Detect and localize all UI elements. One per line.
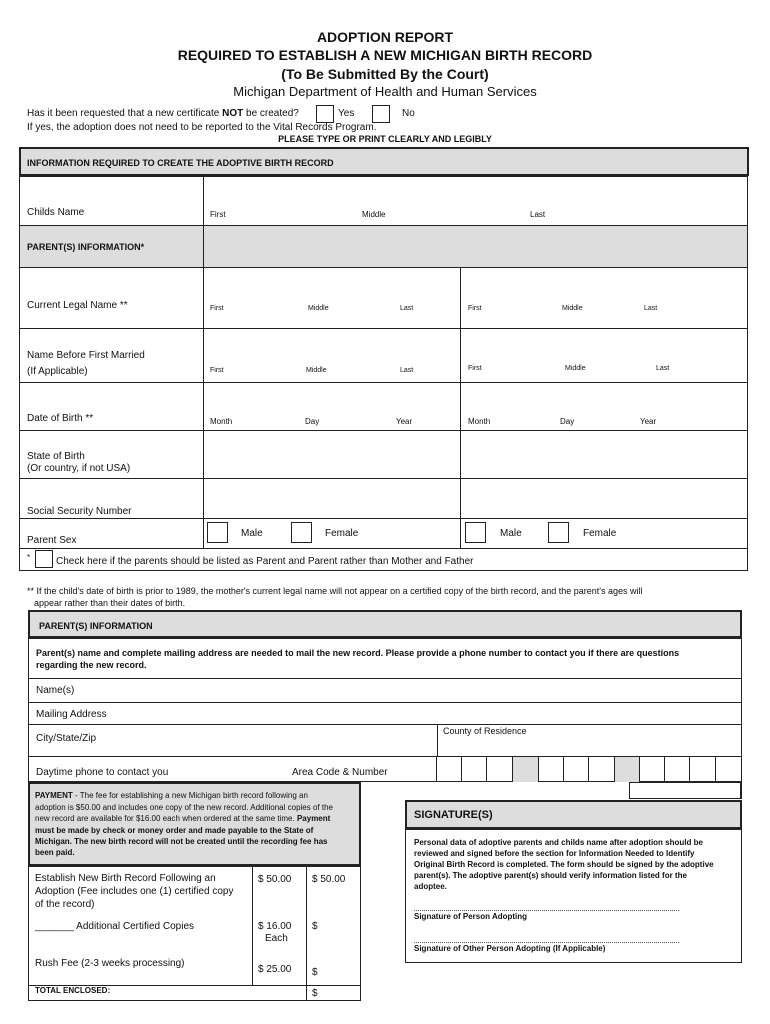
p1-middle-label: Middle [308,305,329,312]
county-label: County of Residence [443,726,527,736]
phone-number-field[interactable] [437,757,741,782]
parent2-maiden-name-field[interactable] [461,329,747,382]
fee3-price: $ 25.00 [258,964,292,975]
p2-year-label: Year [640,417,657,426]
childs-name-field[interactable] [204,177,747,225]
section2-title: PARENT(S) INFORMATION [39,621,153,631]
signature2-line[interactable] [414,942,679,943]
form-title: ADOPTION REPORT [316,29,454,45]
p2-middle-label: Middle [562,305,583,312]
p1-month-label: Month [210,417,233,426]
no-label: No [402,108,415,119]
dob-label: Date of Birth ** [27,413,94,424]
signature-title: SIGNATURE(S) [414,809,493,821]
payment-text2: adoption is $50.00 and includes one copy of the new record. Additional copies of the [35,803,333,812]
fee1-line3: of the record) [35,899,95,910]
county-field[interactable] [440,738,740,756]
area-code-label: Area Code & Number [292,767,388,778]
p1-maiden-last: Last [400,367,414,374]
p1-maiden-middle: Middle [306,367,327,374]
ssn-label: Social Security Number [27,506,132,517]
footnote-line1: ** If the child's date of birth is prior to 1989, the mother's current legal name will not appear on a certified copy of the birth record, and the parent's ages will [27,586,643,596]
signature2-label: Signature of Other Person Adopting (If Applicable) [414,944,606,953]
fee1-total: $ 50.00 [312,874,346,885]
childs-first-label: First [210,210,226,219]
p1-female-checkbox[interactable] [291,522,312,543]
parent1-maiden-name-field[interactable] [204,329,459,382]
payment-text6: been paid. [35,848,75,857]
agency-name: Michigan Department of Health and Human Services [233,84,537,99]
signature-p2: reviewed and signed before the section for Information Needed to Identify [414,849,695,858]
daytime-phone-label: Daytime phone to contact you [36,767,169,778]
yes-checkbox[interactable] [316,105,334,123]
fee2-total[interactable]: $ [312,921,318,932]
no-checkbox[interactable] [372,105,390,123]
star-marker: * [27,553,31,562]
parent2-dob-field[interactable] [461,383,747,430]
payment-text3: new record are available for $16.00 each when ordered at the same time. Payment [35,814,331,823]
intro-note: If yes, the adoption does not need to be reported to the Vital Records Program. [27,122,377,133]
p2-first-label: First [468,305,482,312]
signature-p3: Original Birth Record is completed. The form should be signed by the adoptive [414,860,714,869]
if-applicable-label: (If Applicable) [27,366,88,377]
fee2-label[interactable]: _______ Additional Certified Copies [35,921,194,932]
childs-name-label: Childs Name [27,207,85,218]
form-subtitle: REQUIRED TO ESTABLISH A NEW MICHIGAN BIRTH RECORD [177,47,593,63]
fee1-line1: Establish New Birth Record Following an [35,873,216,884]
p2-maiden-middle: Middle [565,365,586,372]
parent-parent-label: Check here if the parents should be listed as Parent and Parent rather than Mother and Father [56,556,474,567]
total-enclosed-value[interactable]: $ [312,988,318,999]
p1-first-label: First [210,305,224,312]
parent-parent-checkbox[interactable] [35,550,53,568]
p1-last-label: Last [400,305,414,312]
p1-male-label: Male [241,528,263,539]
city-state-zip-label: City/State/Zip [36,733,97,744]
fee1-price: $ 50.00 [258,874,292,885]
office-use-box [629,782,742,799]
p2-female-label: Female [583,528,617,539]
state-of-birth-label: State of Birth [27,451,85,462]
fee2-price: $ 16.00 [258,921,292,932]
p2-day-label: Day [560,417,575,426]
names-label: Name(s) [36,685,75,696]
form-court-note: (To Be Submitted By the Court) [281,66,489,82]
p2-female-checkbox[interactable] [548,522,569,543]
childs-middle-label: Middle [362,210,386,219]
mailing-address-label: Mailing Address [36,709,107,720]
parent-sex-label: Parent Sex [27,535,77,546]
p1-day-label: Day [305,417,320,426]
parents-info-label: PARENT(S) INFORMATION* [27,242,145,252]
signature1-line[interactable] [414,910,679,911]
p2-last-label: Last [644,305,658,312]
payment-text5: Michigan. The new birth record will not be created until the recording fee has [35,837,328,846]
fee2-each: Each [265,933,288,944]
footnote-line2: appear rather than their dates of birth. [34,598,186,608]
p1-maiden-first: First [210,367,224,374]
section2-desc2: regarding the new record. [36,660,147,670]
p2-male-checkbox[interactable] [465,522,486,543]
p1-year-label: Year [396,417,413,426]
p1-female-label: Female [325,528,359,539]
section1-title: INFORMATION REQUIRED TO CREATE THE ADOPTIVE BIRTH RECORD [27,158,334,168]
print-instruction: PLEASE TYPE OR PRINT CLEARLY AND LEGIBLY [278,134,492,144]
signature-p5: adoptee. [414,882,447,891]
yes-label: Yes [338,108,355,119]
p1-male-checkbox[interactable] [207,522,228,543]
section2-desc1: Parent(s) name and complete mailing address are needed to mail the new record. Please provide a phone number to contact you if there are questions [36,648,680,658]
city-state-zip-field[interactable] [120,725,435,756]
payment-text1: PAYMENT - The fee for establishing a new Michigan birth record following an [35,791,308,800]
parent2-current-name-field[interactable] [461,268,747,328]
fee3-total[interactable]: $ [312,967,318,978]
parent2-state-field[interactable] [461,431,747,478]
parent1-current-name-field[interactable] [204,268,459,328]
fee1-line2: Adoption (Fee includes one (1) certified copy [35,886,234,897]
signature-p1: Personal data of adoptive parents and childs name after adoption should be [414,838,703,847]
p2-male-label: Male [500,528,522,539]
childs-last-label: Last [530,210,546,219]
mailing-address-field[interactable] [120,703,740,724]
total-enclosed-label: TOTAL ENCLOSED: [35,986,111,995]
parent1-dob-field[interactable] [204,383,459,430]
new-certificate-question: Has it been requested that a new certificate NOT be created? [27,108,299,119]
state-of-birth-note: (Or country, if not USA) [27,463,131,474]
parent1-ssn-field[interactable] [204,479,459,518]
signature1-label: Signature of Person Adopting [414,912,528,921]
parent2-ssn-field[interactable] [461,479,747,518]
p2-maiden-first: First [468,365,482,372]
p2-month-label: Month [468,417,491,426]
payment-text4: must be made by check or money order and made payable to the State of [35,826,314,835]
p2-maiden-last: Last [656,365,670,372]
fee3-label: Rush Fee (2-3 weeks processing) [35,958,185,969]
name-before-married-label: Name Before First Married [27,350,145,361]
signature-p4: parent(s). The adoptive parent(s) should verify information listed for the [414,871,687,880]
current-legal-name-label: Current Legal Name ** [27,300,128,311]
names-field[interactable] [90,679,740,701]
parent1-state-field[interactable] [204,431,459,478]
